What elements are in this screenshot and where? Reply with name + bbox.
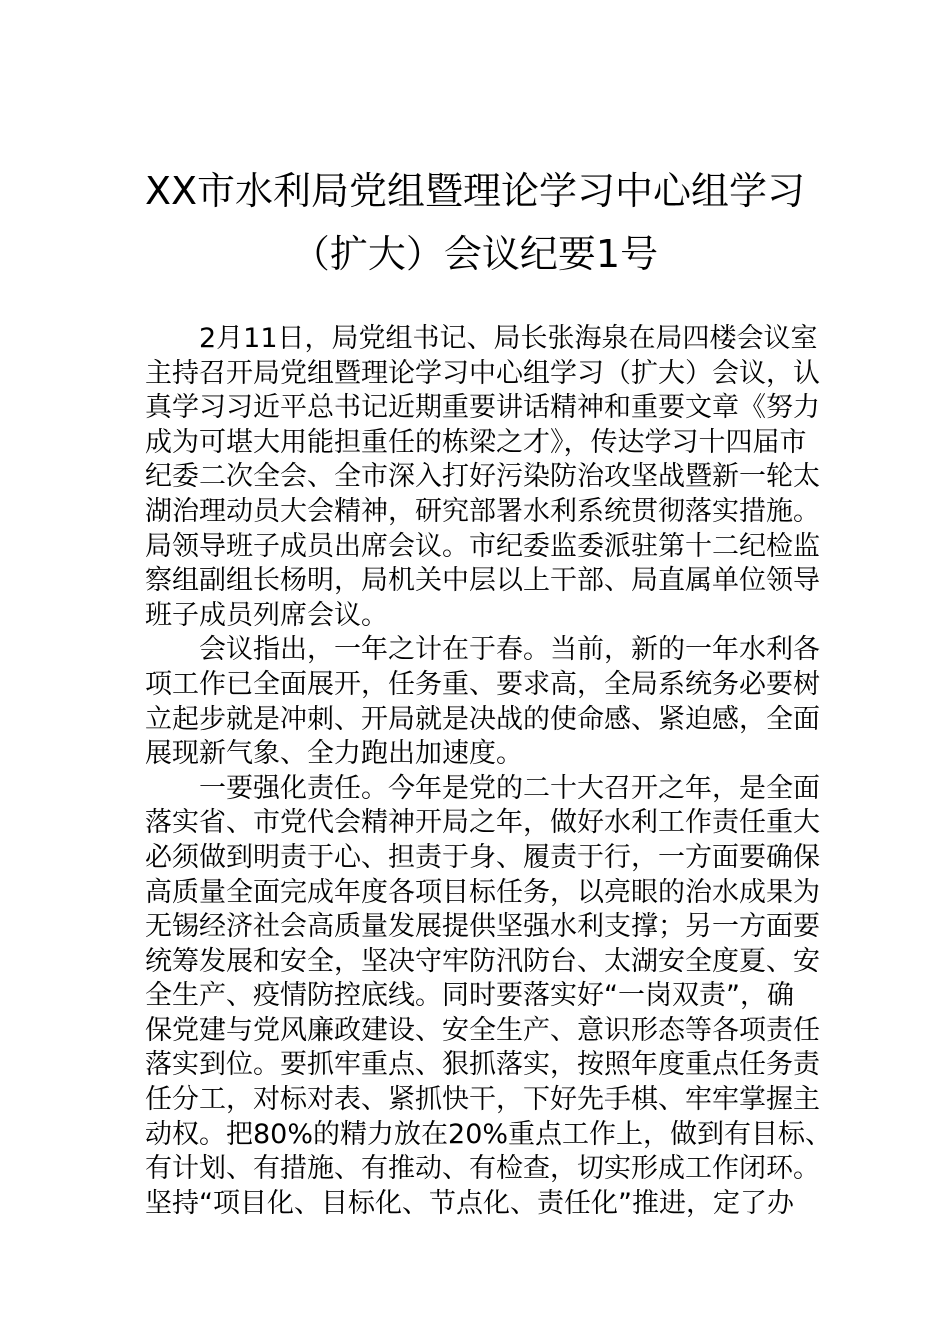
- document-body: [145, 322, 833, 1221]
- paragraph-3-line: 保党建与党风廉政建设、安全生产、意识形态等各项责任: [145, 1014, 820, 1046]
- paragraph-3-line: 高质量全面完成年度各项目标任务，以亮眼的治水成果为: [145, 876, 820, 908]
- paragraph-3-line: 一要强化责任。今年是党的二十大召开之年，是全面: [199, 772, 820, 804]
- paragraph-1-line: 主持召开局党组暨理论学习中心组学习（扩大）会议，认: [145, 357, 820, 389]
- paragraph-3-line: 动权。把80%的精力放在20%重点工作上，做到有目标、: [145, 1118, 833, 1150]
- paragraph-1-line: 真学习习近平总书记近期重要讲话精神和重要文章《努力: [145, 392, 820, 424]
- paragraph-3-line: 落实到位。要抓牢重点、狠抓落实，按照年度重点任务责: [145, 1049, 820, 1081]
- document-title-line-1: XX市水利局党组暨理论学习中心组学习: [144, 169, 806, 213]
- paragraph-2-line: 会议指出，一年之计在于春。当前，新的一年水利各: [199, 634, 820, 666]
- paragraph-3-line: 统筹发展和安全，坚决守牢防汛防台、太湖安全度夏、安: [145, 945, 820, 977]
- paragraph-2-line: 展现新气象、全力跑出加速度。: [145, 738, 523, 770]
- paragraph-1-line: 纪委二次全会、全市深入打好污染防治攻坚战暨新一轮太: [145, 461, 820, 493]
- paragraph-1-line: 察组副组长杨明，局机关中层以上干部、局直属单位领导: [145, 565, 820, 597]
- document-title-line-2: （扩大）会议纪要1号: [291, 232, 659, 276]
- paragraph-2-line: 立起步就是冲刺、开局就是决战的使命感、紧迫感，全面: [145, 703, 820, 735]
- paragraph-3-line: 必须做到明责于心、担责于身、履责于行，一方面要确保: [145, 841, 820, 873]
- paragraph-3-line: 有计划、有措施、有推动、有检查，切实形成工作闭环。: [145, 1153, 820, 1185]
- paragraph-1-line: 湖治理动员大会精神，研究部署水利系统贯彻落实措施。: [145, 495, 820, 527]
- paragraph-3-line: 任分工，对标对表、紧抓快干，下好先手棋、牢牢掌握主: [145, 1084, 820, 1116]
- paragraph-1-line: 成为可堪大用能担重任的栋梁之才》，传达学习十四届市: [145, 426, 807, 458]
- paragraph-3-line: 无锡经济社会高质量发展提供坚强水利支撑；另一方面要: [145, 911, 820, 943]
- paragraph-2-line: 项工作已全面展开，任务重、要求高，全局系统务必要树: [145, 668, 820, 700]
- paragraph-1-line: 2月11日，局党组书记、局长张海泉在局四楼会议室: [199, 323, 818, 354]
- paragraph-3-line: 坚持“项目化、目标化、节点化、责任化”推进，定了办: [145, 1187, 794, 1219]
- paragraph-3-line: 落实省、市党代会精神开局之年，做好水利工作责任重大: [145, 807, 820, 839]
- paragraph-1-line: 局领导班子成员出席会议。市纪委监委派驻第十二纪检监: [145, 530, 820, 562]
- paragraph-1-line: 班子成员列席会议。: [145, 599, 388, 631]
- paragraph-3-line: 全生产、疫情防控底线。同时要落实好“一岗双责”，确: [145, 980, 794, 1012]
